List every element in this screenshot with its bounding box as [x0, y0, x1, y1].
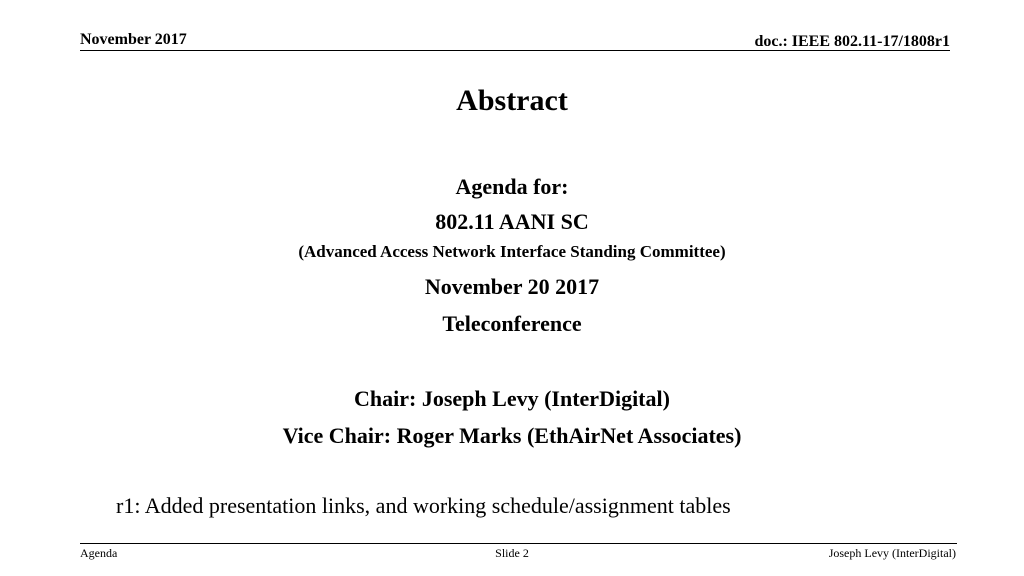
footer-author: Joseph Levy (InterDigital) — [828, 546, 956, 560]
header-date: November 2017 — [80, 31, 187, 48]
vice-chair-line: Vice Chair: Roger Marks (EthAirNet Associates) — [282, 423, 742, 448]
footer-slide-number: Slide 2 — [495, 546, 529, 560]
slide-title: Abstract — [456, 84, 568, 117]
footer-left: Agenda — [80, 546, 118, 560]
meeting-type: Teleconference — [442, 311, 582, 336]
meeting-date: November 20 2017 — [424, 274, 600, 299]
header-doc-id: doc.: IEEE 802.11-17/1808r1 — [754, 33, 950, 50]
agenda-for-label: Agenda for: — [455, 174, 569, 199]
group-full-name: (Advanced Access Network Interface Standing Committee) — [298, 242, 726, 261]
revision-note: r1: Added presentation links, and working schedule/assignment tables — [116, 493, 731, 518]
header-divider — [80, 50, 950, 51]
group-name: 802.11 AANI SC — [435, 209, 589, 234]
footer-divider — [80, 543, 957, 544]
chair-line: Chair: Joseph Levy (InterDigital) — [354, 386, 670, 411]
